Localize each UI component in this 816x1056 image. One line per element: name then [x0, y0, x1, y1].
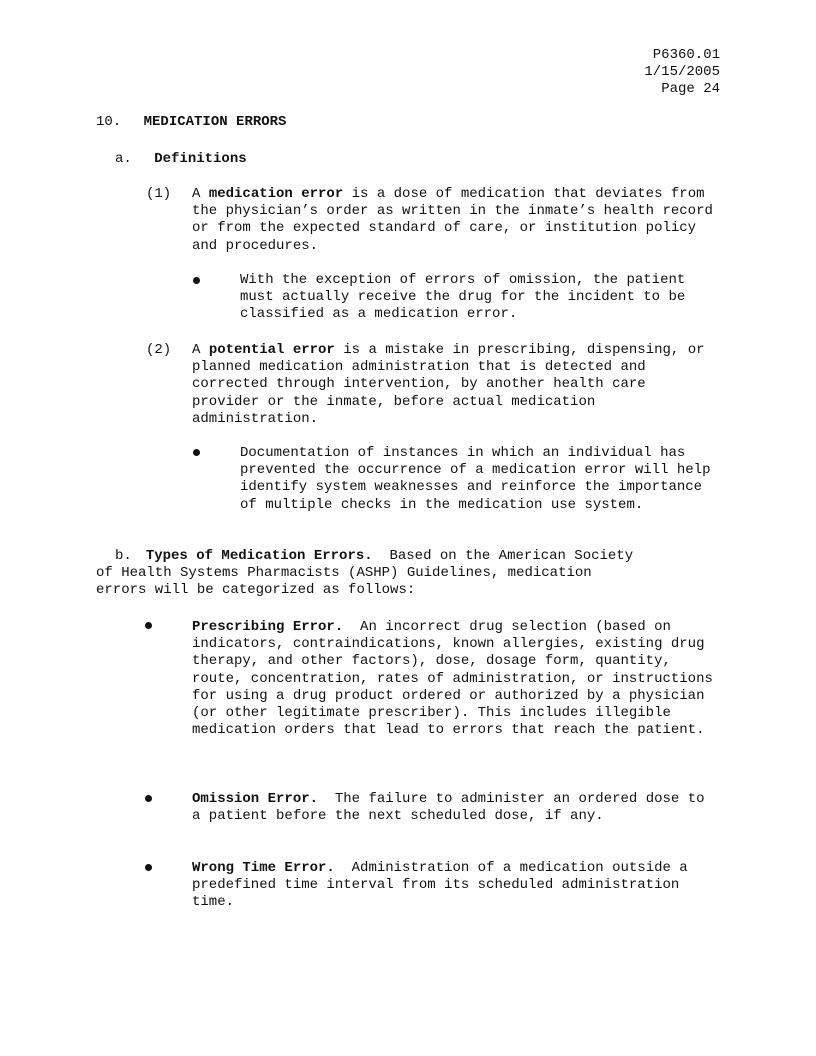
definition-1-number: (1)	[146, 186, 172, 202]
subsection-b-title: Types of Medication Errors.	[145, 548, 373, 564]
definition-1-body: is a dose of medication that deviates from the physician’s order as written in the inmate’s health record or from the expected standard of care, or institution policy and procedures.	[192, 186, 713, 254]
definition-1-term: medication error	[208, 186, 344, 202]
bullet-icon	[145, 795, 152, 802]
definition-1-bullet-text: With the exception of errors of omission, the patient must actually receive the drug for the incident to be classified as a medication error.	[240, 272, 686, 323]
section-heading	[96, 114, 286, 131]
subsection-a-heading	[115, 151, 247, 168]
subsection-b-letter: b.	[115, 548, 132, 564]
definition-2-term: potential error	[208, 342, 335, 358]
section-title: MEDICATION ERRORS	[143, 114, 287, 130]
subsection-a-title: Definitions	[154, 151, 247, 167]
error-type-term: Wrong Time Error.	[192, 860, 335, 876]
error-type-term: Omission Error.	[192, 791, 319, 807]
error-type-term: Prescribing Error.	[192, 619, 344, 635]
definition-1-pre: A	[192, 186, 209, 202]
definition-2-pre: A	[192, 342, 209, 358]
error-type-description: An incorrect drug selection (based on indicators, contraindications, known allergies, existing drug therapy, and other factors), dose, dosage form, quantity, route, concentration, rates of administration, or instructions for using a drug product ordered or authorized by a physician (or other legitimate prescriber). This includes illegible medication orders that lead to errors that reach the patient.	[192, 619, 713, 739]
section-number: 10.	[96, 114, 122, 130]
error-type-item	[192, 860, 712, 912]
page-header	[644, 47, 720, 99]
definition-2-body: is a mistake in prescribing, dispensing, or planned medication administration that is detected and corrected through intervention, by another health care provider or the inmate, before actual medication administration.	[192, 342, 705, 427]
page-number: Page 24	[661, 81, 720, 98]
definition-2-bullet-text: Documentation of instances in which an individual has prevented the occurrence of a medication error will help identify system weaknesses and reinforce the importance of multiple checks in the medication use system.	[240, 445, 711, 513]
bullet-icon	[193, 277, 200, 284]
bullet-icon	[145, 864, 152, 871]
bullet-icon	[193, 449, 200, 456]
document-number: P6360.01	[652, 47, 720, 63]
error-type-item	[192, 791, 712, 825]
error-type-description: The failure to administer an ordered dose to a patient before the next scheduled dose, if any.	[192, 791, 705, 825]
definition-2-number: (2)	[146, 342, 172, 358]
error-type-description: Administration of a medication outside a predefined time interval from its scheduled administration time.	[192, 860, 688, 911]
definition-1-text	[192, 186, 724, 255]
bullet-icon	[145, 622, 152, 629]
subsection-b-intro: Based on the American Society of Health Systems Pharmacists (ASHP) Guidelines, medication errors will be categorized as follows:	[96, 548, 634, 599]
definition-2-text	[192, 342, 712, 428]
error-type-item	[192, 619, 724, 739]
subsection-a-letter: a.	[115, 151, 132, 167]
subsection-b-paragraph	[96, 548, 641, 600]
document-date: 1/15/2005	[644, 64, 720, 81]
